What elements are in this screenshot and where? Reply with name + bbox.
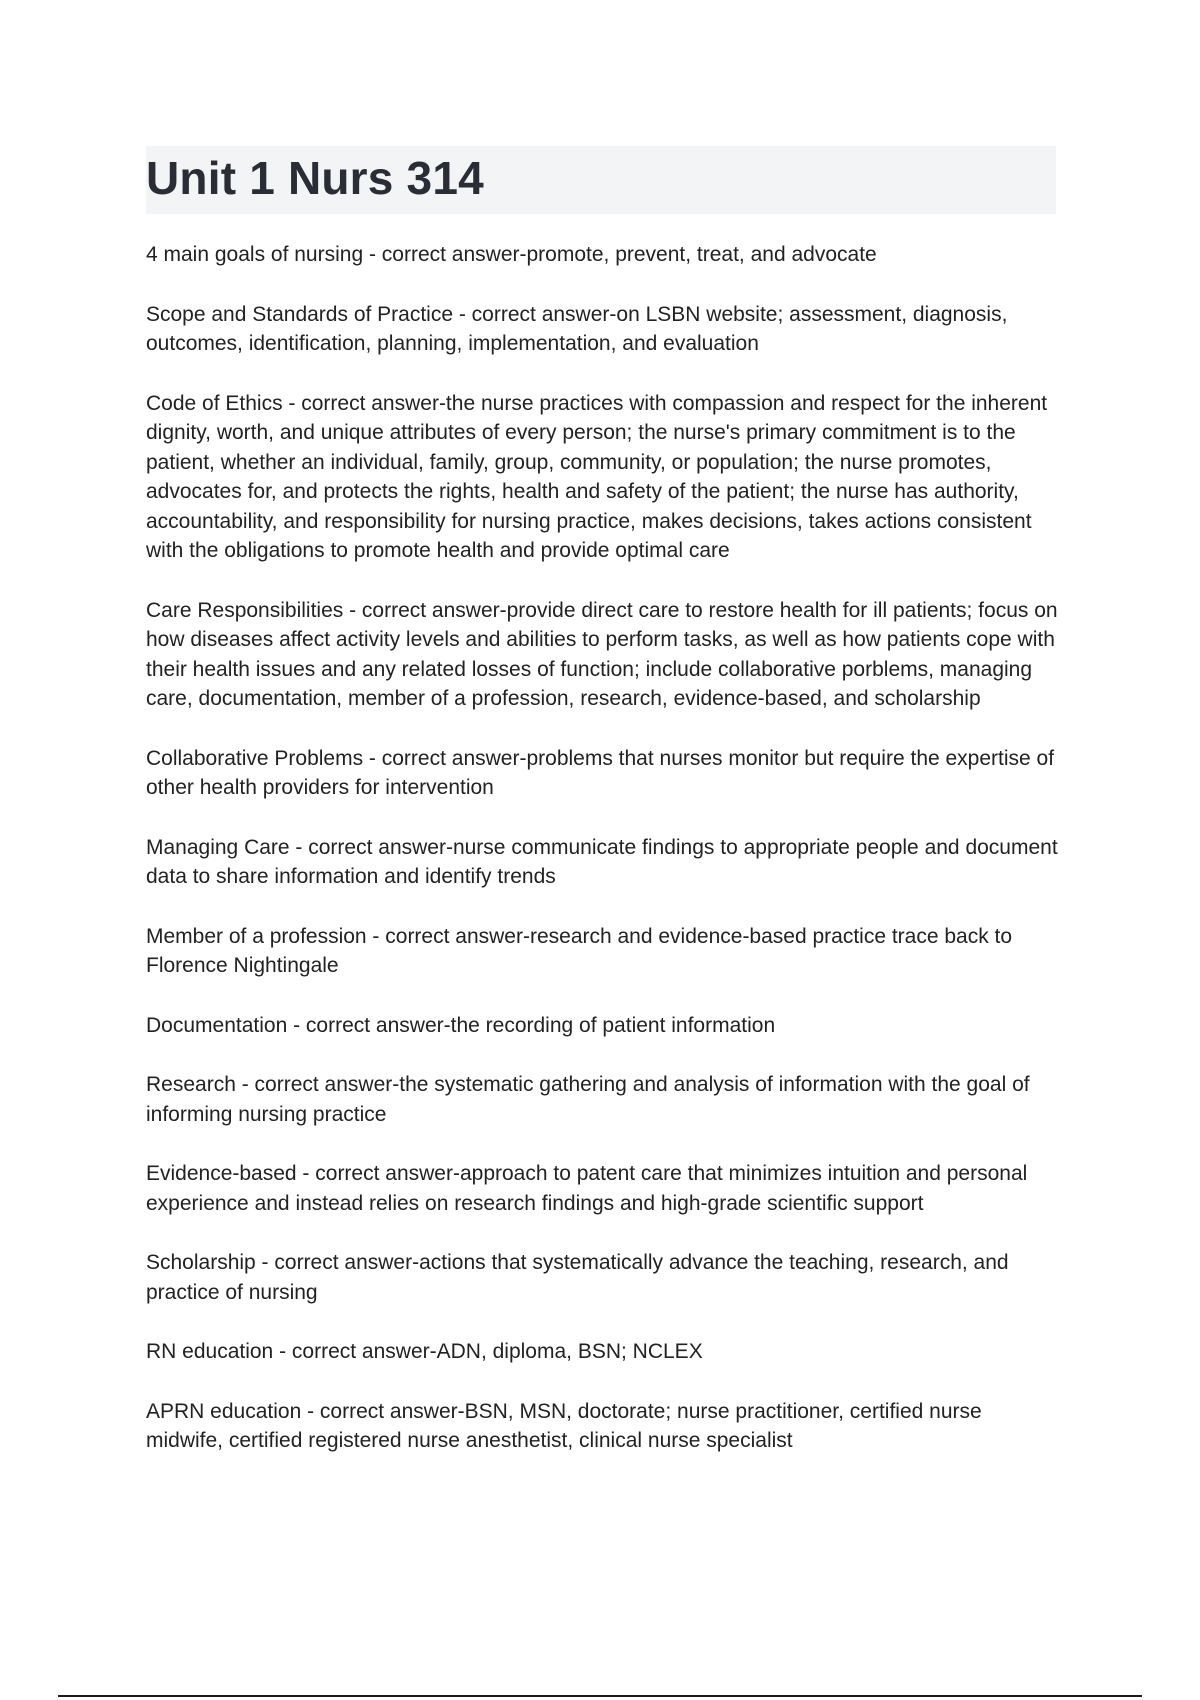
flashcard-entry: Care Responsibilities - correct answer-provide direct care to restore health for ill patients; focus on how diseases affect activity levels and abilities to perform tasks, as well as how patients cope with their health issues and any related losses of function; include collaborative porblems, managing care, documentation, member of a profession, research, evidence-based, and scholarship xyxy=(146,598,1058,710)
flashcard-entry: Evidence-based - correct answer-approach to patent care that minimizes intuition and personal experience and instead relies on research findings and high-grade scientific support xyxy=(146,1162,1028,1215)
page-title: Unit 1 Nurs 314 xyxy=(146,152,484,204)
flashcard-entry: Research - correct answer-the systematic gathering and analysis of information with the goal of informing nursing practice xyxy=(146,1073,1030,1126)
flashcard-entry: Documentation - correct answer-the recording of patient information xyxy=(146,1013,776,1037)
flashcard-entry: Scholarship - correct answer-actions that systematically advance the teaching, research, and practice of nursing xyxy=(146,1251,1009,1304)
flashcard-entry: Scope and Standards of Practice - correct answer-on LSBN website; assessment, diagnosis, outcomes, identification, planning, implementation, and evaluation xyxy=(146,302,1008,355)
flashcard-entry: Member of a profession - correct answer-research and evidence-based practice trace back to Florence Nightingale xyxy=(146,924,1013,977)
flashcard-list xyxy=(146,240,1062,1486)
flashcard-entry: APRN education - correct answer-BSN, MSN, doctorate; nurse practitioner, certified nurse midwife, certified registered nurse anesthetist, clinical nurse specialist xyxy=(146,1399,982,1452)
title-banner xyxy=(146,146,1056,214)
footer-divider xyxy=(58,1695,1142,1697)
flashcard-entry: Code of Ethics - correct answer-the nurse practices with compassion and respect for the inherent dignity, worth, and unique attributes of every person; the nurse's primary commitment is to the patient, whether an individual, family, group, community, or population; the nurse promotes, advocates for, and protects the rights, health and safety of the patient; the nurse has authority, accountability, and responsibility for nursing practice, makes decisions, takes actions consistent with the obligations to promote health and provide optimal care xyxy=(146,391,1048,562)
flashcard-entry: Managing Care - correct answer-nurse communicate findings to appropriate people and document data to share information and identify trends xyxy=(146,835,1058,888)
flashcard-entry: Collaborative Problems - correct answer-problems that nurses monitor but require the expertise of other health providers for intervention xyxy=(146,746,1055,799)
flashcard-entry: 4 main goals of nursing - correct answer-promote, prevent, treat, and advocate xyxy=(146,243,877,266)
flashcard-entry: RN education - correct answer-ADN, diploma, BSN; NCLEX xyxy=(146,1340,703,1363)
